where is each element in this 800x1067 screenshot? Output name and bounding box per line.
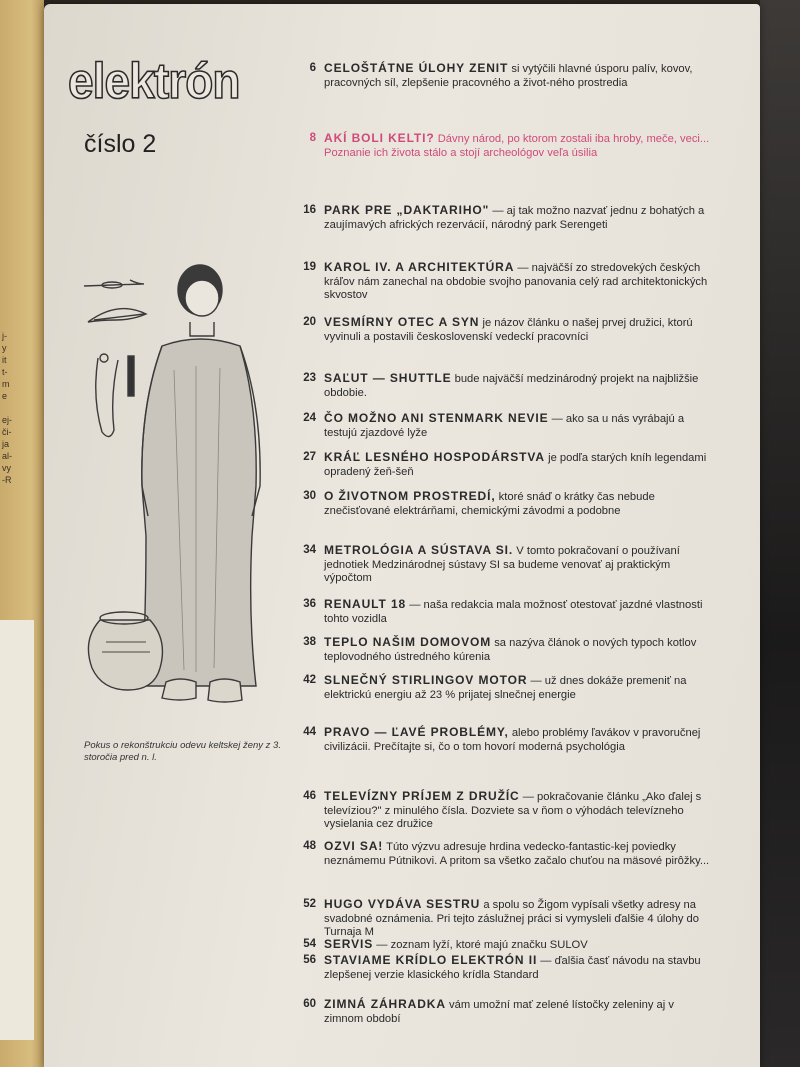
toc-entry (282, 790, 714, 832)
toc-page-number: 38 (303, 636, 316, 648)
toc-entry (282, 674, 714, 702)
toc-entry (282, 938, 714, 953)
toc-page-number: 44 (303, 726, 316, 738)
side-page-text: j- y it t- m e ej- či- ja al- vy -R (2, 331, 13, 485)
toc-page-number: 54 (303, 938, 316, 950)
toc-description: Túto výzvu adresuje hrdina vedecko-fantastic-kej poviedky neznámemu Pútnikovi. A pritom sa všetko začalo chuťou na mäsové pirôžky... (324, 841, 710, 867)
toc-description: Dávny národ, po ktorom zostali iba hroby, meče, veci... Poznanie ich života stálo a stojí archeológov veľa úsilia (324, 133, 710, 159)
toc-entry (282, 372, 714, 400)
toc-description: bude najväčší medzinárodný projekt na najbližšie obdobie. (324, 373, 699, 399)
toc-entry (282, 490, 714, 518)
toc-page-number: 8 (309, 132, 316, 144)
toc-description: — zoznam lyží, ktoré majú značku SULOV (373, 939, 588, 951)
toc-description: V tomto pokračovaní o používaní jednotiek Medzinárodnej sústavy SI sa budeme venovať aj praktickým výpočtom (324, 545, 680, 585)
toc-title: SAĽUT — SHUTTLE (324, 371, 452, 385)
magazine-logo: elektrón (68, 53, 240, 109)
toc-title: KAROL IV. A ARCHITEKTÚRA (324, 260, 515, 274)
toc-title: STAVIAME KRÍDLO ELEKTRÓN II (324, 953, 538, 967)
toc-description: — už dnes dokáže premeniť na elektrickú energiu až 23 % prijatej slnečnej energie (324, 675, 687, 701)
toc-page-number: 23 (303, 372, 316, 384)
toc-description: je názov článku o našej prvej družici, ktorú vyvinuli a postavili československí vedeckí pracovníci (324, 317, 693, 343)
toc-entry (282, 544, 714, 586)
toc-title: CELOŠTÁTNE ÚLOHY ZENIT (324, 61, 509, 75)
toc-entry (282, 204, 714, 232)
toc-page-number: 42 (303, 674, 316, 686)
illustration-caption: Pokus o rekonštrukciu odevu keltskej ženy z 3. storočia pred n. l. (84, 740, 281, 763)
toc-entry (282, 898, 714, 940)
issue-number: číslo 2 (84, 130, 157, 158)
toc-description: a spolu so Žigom vypísali všetky adresy na svadobné oznámenia. Pri tejto záslužnej práci si vymysleli ďalšie 4 úlohy do Turnaja M (324, 899, 700, 939)
toc-page-number: 34 (303, 544, 316, 556)
toc-title: HUGO VYDÁVA SESTRU (324, 897, 481, 911)
toc-description: sa nazýva článok o nových typoch kotlov teplovodného ústredného kúrenia (324, 637, 697, 663)
toc-description: — ďalšia časť návodu na stavbu zlepšenej verzie klasického krídla Standard (324, 955, 701, 981)
toc-entry (282, 998, 714, 1026)
toc-page-number: 60 (303, 998, 316, 1010)
toc-title: O ŽIVOTNOM PROSTREDÍ, (324, 489, 496, 503)
toc-entry (282, 954, 714, 982)
toc-page-number: 52 (303, 898, 316, 910)
toc-title: SERVIS (324, 937, 374, 951)
clay-pot-icon (88, 612, 162, 690)
toc-page-number: 24 (303, 412, 316, 424)
toc-description: vám umožní mať zelené lístočky zeleniny aj v zimnom období (324, 999, 674, 1025)
toc-page-number: 19 (303, 261, 316, 273)
previous-page-edge (0, 0, 44, 1067)
toc-entry (282, 316, 714, 344)
toc-description: alebo problémy ľavákov v pravoručnej civilizácii. Prečítajte si, čo o tom hovorí moderná psychológia (324, 727, 701, 753)
toc-entry (282, 598, 714, 626)
toc-title: PARK PRE „DAKTARIHO" (324, 203, 490, 217)
toc-entry (282, 451, 714, 479)
toc-page-number: 36 (303, 598, 316, 610)
toc-title: TELEVÍZNY PRÍJEM Z DRUŽÍC (324, 789, 520, 803)
artifact-pin-icon (84, 280, 144, 288)
toc-title: RENAULT 18 (324, 597, 407, 611)
toc-description: — pokračovanie článku „Ako ďalej s televíziou?" z minulého čísla. Dozviete sa v ňom o výhodách televízneho vysielania cez družice (324, 791, 702, 831)
toc-page-number: 16 (303, 204, 316, 216)
toc-page-number: 46 (303, 790, 316, 802)
artifact-chain-icon (96, 354, 134, 437)
toc-entry (282, 261, 714, 303)
toc-title: METROLÓGIA A SÚSTAVA SI. (324, 543, 514, 557)
toc-entry (282, 726, 714, 754)
toc-page-number: 27 (303, 451, 316, 463)
toc-page-number: 30 (303, 490, 316, 502)
toc-title: TEPLO NAŠIM DOMOVOM (324, 635, 492, 649)
toc-entry (282, 412, 714, 440)
toc-title: VESMÍRNY OTEC A SYN (324, 315, 480, 329)
toc-page-number: 20 (303, 316, 316, 328)
toc-page-number: 6 (309, 62, 316, 74)
toc-description: — najväčší zo stredovekých českých kráľov nám zanechal na obdobie svojho panovania celý rad architektonických skvostov (324, 262, 708, 302)
toc-title: KRÁĽ LESNÉHO HOSPODÁRSTVA (324, 450, 545, 464)
toc-entry (282, 840, 714, 868)
toc-description: je podľa starých kníh legendami opradený žeň-šeň (324, 452, 707, 478)
artifact-brooch-icon (88, 309, 146, 322)
toc-entry (282, 62, 714, 90)
toc-page-number: 56 (303, 954, 316, 966)
toc-title: ČO MOŽNO ANI STENMARK NEVIE (324, 411, 549, 425)
toc-entry (282, 132, 714, 160)
toc-description: — aj tak možno nazvať jednu z bohatých a zaujímavých afrických rezervácií, národný park Serengeti (324, 205, 705, 231)
toc-page-number: 48 (303, 840, 316, 852)
toc-description: — ako sa u nás vyrábajú a testujú zjazdové lyže (324, 413, 685, 439)
toc-description: — naša redakcia mala možnosť otestovať jazdné vlastnosti tohto vozidla (324, 599, 703, 625)
toc-entry (282, 636, 714, 664)
toc-title: AKÍ BOLI KELTI? (324, 131, 435, 145)
toc-title: SLNEČNÝ STIRLINGOV MOTOR (324, 673, 528, 687)
toc-title: OZVI SA! (324, 839, 384, 853)
toc-description: ktoré snáď o krátky čas nebude znečisťované elektrárňami, chemickými závodmi a podobne (324, 491, 655, 517)
toc-description: si vytýčili hlavné úsporu palív, kovov, pracovných síl, zlepšenie pracovného a život-ného prostredia (324, 63, 693, 89)
paper-edge (0, 620, 34, 1040)
background-right (760, 0, 800, 1067)
toc-title: PRAVO — ĽAVÉ PROBLÉMY, (324, 725, 509, 739)
toc-title: ZIMNÁ ZÁHRADKA (324, 997, 446, 1011)
celtic-woman-illustration (70, 250, 300, 720)
